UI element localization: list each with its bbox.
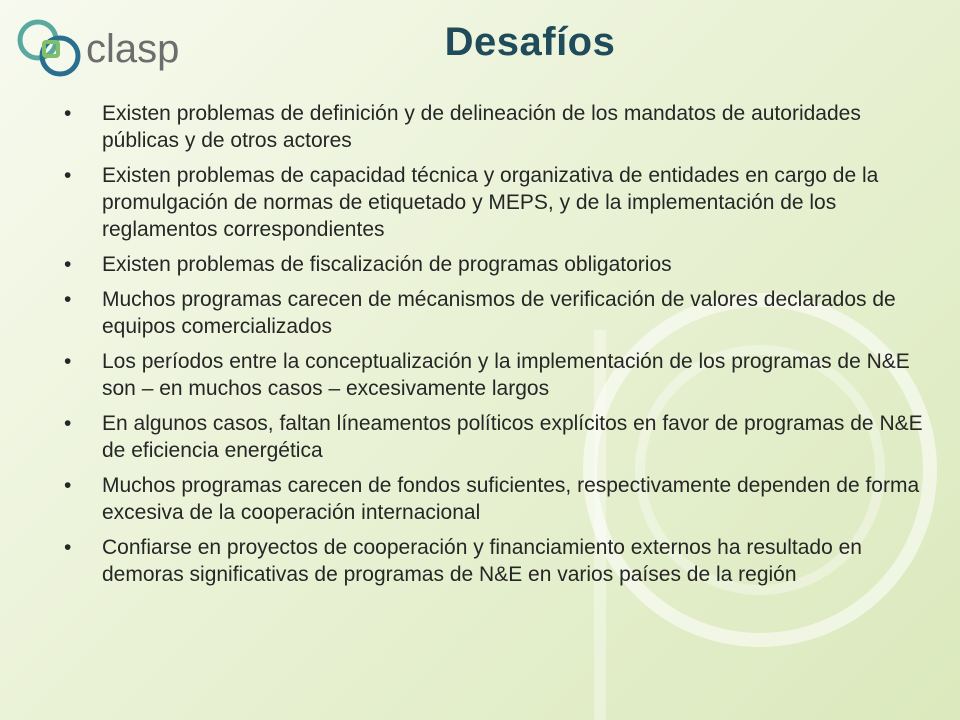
bullet-icon: • <box>64 536 72 559</box>
bullet-icon: • <box>64 288 72 311</box>
list-item <box>62 472 932 526</box>
bullet-icon: • <box>64 253 72 276</box>
bullet-icon: • <box>64 350 72 373</box>
bullet-icon: • <box>64 474 72 497</box>
bullet-text: Los períodos entre la conceptualización y la implementación de los programas de N&E son – en muchos casos – excesivamente largos <box>102 350 910 400</box>
logo-wordmark: clasp <box>86 27 180 71</box>
list-item <box>62 348 932 402</box>
list-item <box>62 410 932 464</box>
bullet-text: Existen problemas de definición y de delineación de los mandatos de autoridades públicas y de otros actores <box>102 102 861 152</box>
list-item <box>62 534 932 588</box>
list-item <box>62 100 932 154</box>
bullet-text: Muchos programas carecen de mécanismos de verificación de valores declarados de equipos comercializados <box>102 288 896 338</box>
bullet-icon: • <box>64 164 72 187</box>
bullet-icon: • <box>64 412 72 435</box>
list-item <box>62 162 932 243</box>
bullet-text: Existen problemas de fiscalización de programas obligatorios <box>102 253 672 276</box>
clasp-logo <box>14 12 194 84</box>
list-item <box>62 251 932 278</box>
bullet-text: Muchos programas carecen de fondos suficientes, respectivamente dependen de forma excesiva de la cooperación internacional <box>102 474 920 524</box>
clasp-rings-icon <box>14 12 194 84</box>
bullet-list <box>62 100 932 596</box>
list-item <box>62 286 932 340</box>
bullet-icon: • <box>64 102 72 125</box>
bullet-text: En algunos casos, faltan líneamentos políticos explícitos en favor de programas de N&E de eficiencia energética <box>102 412 923 462</box>
page-title: Desafíos <box>444 20 616 64</box>
bullet-text: Existen problemas de capacidad técnica y organizativa de entidades en cargo de la promulgación de normas de etiquetado y MEPS, y de la implementación de los reglamentos correspondientes <box>102 164 879 241</box>
bullet-text: Confiarse en proyectos de cooperación y financiamiento externos ha resultado en demoras significativas de programas de N&E en varios países de la región <box>102 536 862 586</box>
